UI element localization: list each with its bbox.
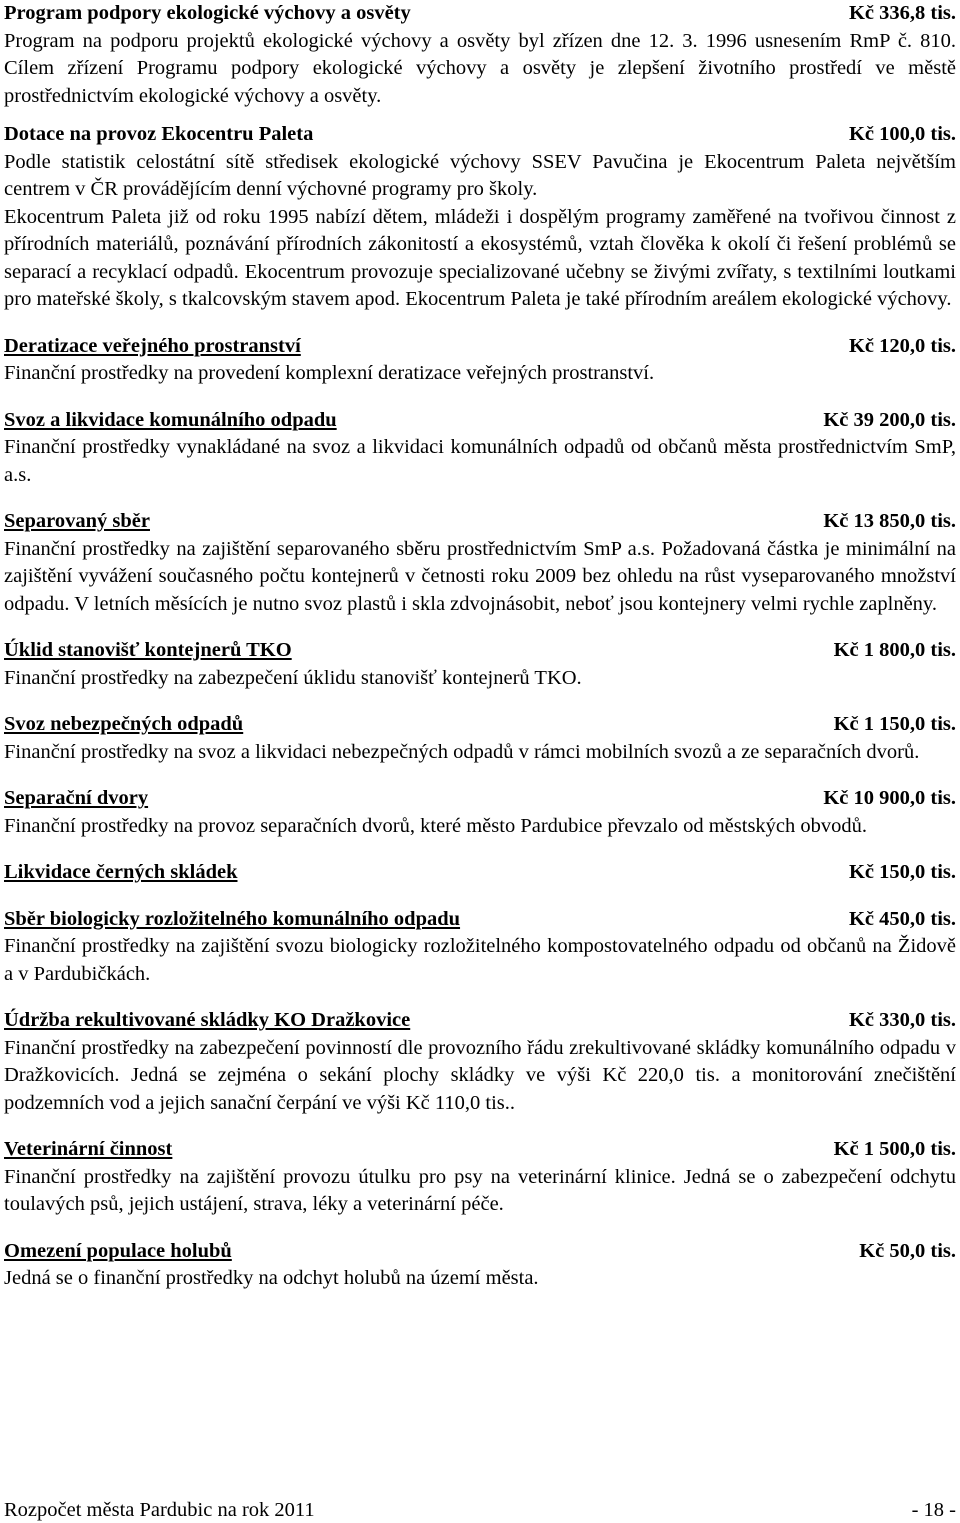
section-ekocentrum-paleta xyxy=(4,121,956,314)
section-heading xyxy=(4,711,956,739)
section-cerne-skladky xyxy=(4,859,956,887)
section-heading xyxy=(4,906,956,934)
section-paragraph: Finanční prostředky na zabezpečení povinností dle provozního řádu zrekultivované skládky komunálního odpadu v Dražkovicích. Jedná se zejména o sekání plochy skládky ve výši Kč 220,0 tis. a monitorování znečištění podzemních vod a jejich sanační čerpání ve výši Kč 110,0 tis.. xyxy=(4,1036,956,1114)
footer-document-title: Rozpočet města Pardubic na rok 2011 xyxy=(4,1499,315,1521)
section-uklid-stanovist xyxy=(4,637,956,692)
section-separovany-sber xyxy=(4,508,956,618)
section-paragraph: Finanční prostředky na zajištění separovaného sběru prostřednictvím SmP a.s. Požadovaná částka je minimální na zajištění vyvážení současného počtu kontejnerů v četnosti roku 2009 bez ohledu na růst vyseparovaného množství odpadu. V letních měsících je nutno svoz plastů i skla zdvojnásobit, neboť jsou kontejnery velmi rychle zaplněny. xyxy=(4,537,956,615)
section-amount: Kč 50,0 tis. xyxy=(859,1239,956,1262)
section-skladka-drazkovice xyxy=(4,1007,956,1117)
section-title: Likvidace černých skládek xyxy=(4,861,238,883)
section-amount: Kč 10 900,0 tis. xyxy=(823,787,956,809)
section-paragraph: Finanční prostředky na zajištění provozu útulku pro psy na veterinární klinice. Jedná se o zabezpečení odchytu toulavých psů, jejich ustájení, strava, léky a veterinární péče. xyxy=(4,1165,956,1215)
section-heading xyxy=(4,785,956,813)
section-heading xyxy=(4,333,956,361)
section-title: Sběr biologicky rozložitelného komunálního odpadu xyxy=(4,907,461,930)
section-amount: Kč 39 200,0 tis. xyxy=(823,408,956,431)
section-bioodpad xyxy=(4,906,956,989)
section-heading xyxy=(4,1238,956,1266)
section-paragraph: Finanční prostředky na zajištění svozu biologicky rozložitelného kompostovatelného odpadu od občanů na Židově a v Pardubičkách. xyxy=(4,935,956,985)
section-amount: Kč 330,0 tis. xyxy=(848,1009,956,1031)
section-amount: Kč 1 150,0 tis. xyxy=(833,713,956,735)
section-paragraph: Finanční prostředky vynakládané na svoz a likvidaci komunálních odpadů od občanů města prostřednictvím SmP, a.s. xyxy=(4,436,956,486)
section-separacni-dvory xyxy=(4,785,956,840)
footer-page-number: - 18 - xyxy=(911,1499,956,1521)
section-title: Svoz nebezpečných odpadů xyxy=(4,713,244,735)
section-amount: Kč 100,0 tis. xyxy=(848,123,956,145)
section-title: Separovaný sběr xyxy=(4,510,150,532)
section-paragraph: Finanční prostředky na provoz separačních dvorů, které město Pardubice převzalo od městských obvodů. xyxy=(4,814,868,837)
section-heading xyxy=(4,637,956,665)
section-amount: Kč 336,8 tis. xyxy=(848,2,956,24)
section-title: Program podpory ekologické výchovy a osvěty xyxy=(4,2,411,24)
page-footer xyxy=(4,1497,956,1523)
section-title: Dotace na provoz Ekocentru Paleta xyxy=(4,123,314,145)
section-title: Úklid stanovišť kontejnerů TKO xyxy=(4,639,292,661)
section-heading xyxy=(4,407,956,435)
section-amount: Kč 450,0 tis. xyxy=(848,907,956,930)
section-title: Svoz a likvidace komunálního odpadu xyxy=(4,408,337,431)
section-paragraph: Finanční prostředky na zabezpečení úklidu stanovišť kontejnerů TKO. xyxy=(4,666,582,689)
section-amount: Kč 1 500,0 tis. xyxy=(833,1138,956,1160)
section-title: Údržba rekultivované skládky KO Dražkovice xyxy=(4,1009,411,1031)
section-amount: Kč 150,0 tis. xyxy=(848,861,956,883)
section-paragraph: Jedná se o finanční prostředky na odchyt holubů na území města. xyxy=(4,1267,539,1289)
document-page xyxy=(4,0,956,1293)
section-amount: Kč 1 800,0 tis. xyxy=(833,639,956,661)
section-deratizace xyxy=(4,333,956,388)
section-paragraph: Ekocentrum Paleta již od roku 1995 nabízí dětem, mládeži i dospělým programy zaměřené na tvořivou činnost z přírodních materiálů, poznávání přírodních zákonitostí a ekosystémů, vztah člověka k okolí či řešení problémů se separací a recyklací odpadů. Ekocentrum provozuje specializované učebny se živými zvířaty, s textilními loutkami pro mateřské školy, s tkalcovským stavem apod. Ekocentrum Paleta je také přírodním areálem ekologické výchovy. xyxy=(4,205,956,310)
section-title: Separační dvory xyxy=(4,787,149,809)
section-heading xyxy=(4,1007,956,1035)
section-amount: Kč 13 850,0 tis. xyxy=(823,510,956,532)
section-paragraph: Finanční prostředky na svoz a likvidaci nebezpečných odpadů v rámci mobilních svozů a ze separačních dvorů. xyxy=(4,740,920,763)
section-nebezpecne-odpady xyxy=(4,711,956,766)
section-svoz-komunalniho-odpadu xyxy=(4,407,956,490)
section-heading xyxy=(4,859,956,887)
section-paragraph: Program na podporu projektů ekologické výchovy a osvěty byl zřízen dne 12. 3. 1996 usnesením RmP č. 810. Cílem zřízení Programu podpory ekologické výchovy a osvěty je zlepšení životního prostředí ve městě prostřednictvím ekologické výchovy a osvěty. xyxy=(4,29,956,107)
section-veterinarni-cinnost xyxy=(4,1136,956,1219)
section-heading xyxy=(4,508,956,536)
section-paragraph: Podle statistik celostátní sítě středisek ekologické výchovy SSEV Pavučina je Ekocentrum Paleta největším centrem v ČR provádějícím denní výchovné programy pro školy. xyxy=(4,150,956,200)
section-ekologicka-vychova xyxy=(4,0,956,110)
section-title: Omezení populace holubů xyxy=(4,1239,232,1262)
section-title: Deratizace veřejného prostranství xyxy=(4,334,301,357)
section-title: Veterinární činnost xyxy=(4,1138,173,1160)
section-heading xyxy=(4,1136,956,1164)
section-holubi xyxy=(4,1238,956,1293)
section-heading xyxy=(4,121,956,149)
section-amount: Kč 120,0 tis. xyxy=(848,334,956,357)
section-heading xyxy=(4,0,956,28)
section-paragraph: Finanční prostředky na provedení komplexní deratizace veřejných prostranství. xyxy=(4,362,655,384)
